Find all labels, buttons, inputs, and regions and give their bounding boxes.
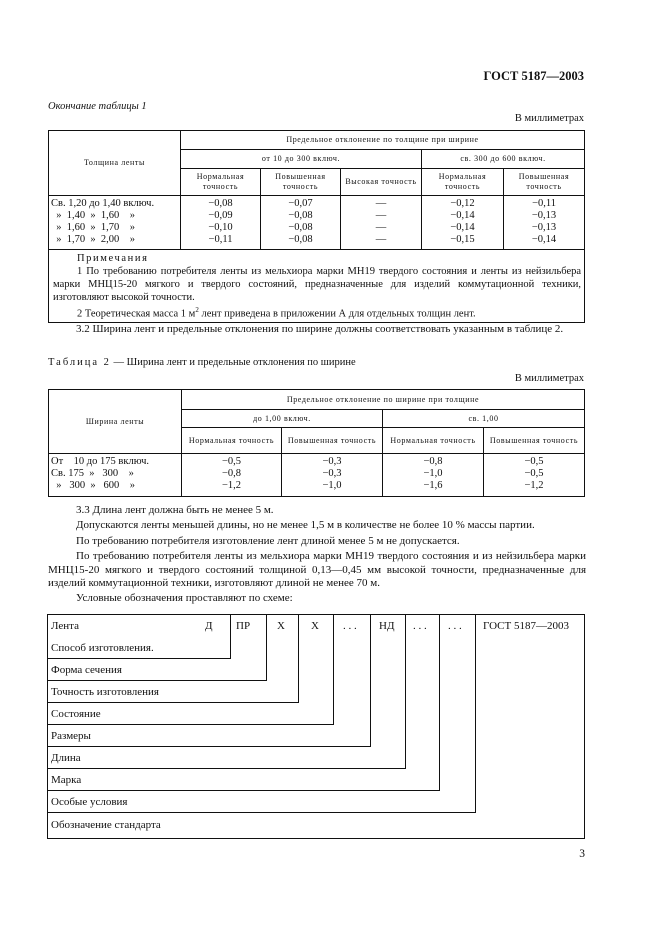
table1-row-header: Толщина ленты: [49, 131, 181, 196]
table-cell: −0,3: [322, 456, 342, 467]
table-cell: −1,2: [524, 480, 544, 491]
table-cell: −0,11: [208, 234, 233, 245]
table-cell: −0,07: [288, 198, 313, 209]
section-3-3: [48, 504, 586, 606]
table1-sub-header-1: от 10 до 300 включ.: [181, 150, 422, 169]
note-2-superscript: 2: [195, 306, 199, 314]
table-cell: —: [375, 210, 387, 221]
scheme-leader: [439, 636, 440, 790]
table-cell: −0,08: [288, 222, 313, 233]
table-cell: −1,0: [423, 468, 443, 479]
table2-caption: [48, 356, 356, 369]
scheme-row-line: [47, 702, 299, 703]
notes-title: Примечания: [77, 253, 149, 264]
table1-col-label: Нормальная точность: [181, 169, 261, 196]
scheme-leader: [266, 636, 267, 680]
scheme-code-length: НД: [379, 620, 395, 632]
table1-notes: [49, 250, 585, 323]
paragraph-3-3-1: 3.3 Длина лент должна быть не менее 5 м.: [76, 504, 274, 516]
table2-group-header: Предельное отклонение по ширине при толщине: [182, 390, 585, 410]
table2-col-label: Нормальная точность: [182, 428, 282, 454]
scheme-row-line: [47, 680, 267, 681]
paragraph-3-3-3: По требованию потребителя изготовление лент длиной менее 5 м не допускается.: [76, 534, 460, 547]
table-cell: −0,5: [221, 456, 242, 467]
table-cell: −0,08: [288, 210, 313, 221]
table1-col-label: Нормальная точность: [422, 169, 504, 196]
table-cell: −0,08: [208, 198, 233, 209]
scheme-code-section: ПР: [236, 620, 251, 632]
table-cell: —: [375, 198, 387, 209]
table-cell: Св. 175 » 300 »: [51, 468, 134, 479]
scheme-frame-bottom: [47, 838, 585, 839]
scheme-label-conditions: Особые условия: [51, 796, 128, 808]
scheme-separator: [298, 614, 299, 636]
table-cell: −0,8: [221, 468, 242, 479]
table-cell: −0,11: [532, 198, 556, 209]
table1-value-column: [504, 196, 585, 250]
table-cell: −0,10: [208, 222, 233, 233]
note-1: 1 По требованию потребителя ленты из мельхиора марки МН19 твердого состояния и ленты из нейзильбера марки МНЦ15-20 мягкого и твердого состояний, предназначенные для изделий коммутационной техники, изготовляют высокой точности.: [53, 266, 582, 303]
table-cell: » 1,60 » 1,70 »: [51, 222, 135, 233]
table1-sub-header-2: св. 300 до 600 включ.: [422, 150, 585, 169]
note-2-text: 2 Теоретическая масса 1 м: [77, 308, 196, 320]
table1-col-label: Повышенная точность: [504, 169, 585, 196]
table-cell: −0,13: [531, 222, 557, 233]
table2-col-label: Повышенная точность: [282, 428, 383, 454]
table-cell: От 10 до 175 включ.: [51, 456, 150, 467]
table-cell: −1,6: [423, 480, 443, 491]
scheme-separator: [333, 614, 334, 636]
table-cell: —: [375, 222, 387, 233]
table-cell: −0,14: [450, 222, 475, 233]
scheme-code-standard: ГОСТ 5187—2003: [483, 620, 569, 632]
table1-col-label: Повышенная точность: [261, 169, 341, 196]
table1-value-column: [181, 196, 261, 250]
table1-units: В миллиметрах: [514, 113, 584, 124]
paragraph-3-3-4: По требованию потребителя ленты из мельхиора марки МН19 твердого состояния и из нейзильбера марки МНЦ15-20 мягкого и твердого состояний толщиной 0,13—0,45 мм высокой точности, предназначенные для изделий коммутационной техники, изготовляют длиной не менее 70 м.: [48, 550, 586, 590]
table2-sub-header-2: св. 1,00: [383, 410, 585, 428]
table-cell: −0,14: [450, 210, 475, 221]
table-cell: −1,0: [322, 480, 342, 491]
scheme-separator: [370, 614, 371, 636]
scheme-label-precision: Точность изготовления: [51, 686, 159, 698]
scheme-separator: [439, 614, 440, 636]
scheme-leader: [333, 636, 334, 724]
scheme-frame-top: [47, 614, 585, 615]
table2-units: В миллиметрах: [514, 373, 584, 384]
scheme-row-line: [47, 812, 476, 813]
table2-col-label: Повышенная точность: [484, 428, 585, 454]
scheme-row-line: [47, 658, 231, 659]
scheme-label-section: Форма сечения: [51, 664, 122, 676]
table-cell: −0,12: [450, 198, 475, 209]
scheme-separator: [230, 614, 231, 636]
table-cell: » 1,70 » 2,00 »: [51, 234, 135, 245]
paragraph-3-2: 3.2 Ширина лент и предельные отклонения по ширине должны соответствовать указанным в таблице 2.: [76, 323, 564, 335]
scheme-separator: [475, 614, 476, 636]
paragraph-3-3-5: Условные обозначения проставляют по схеме:: [76, 592, 293, 605]
table2-value-column: [383, 454, 484, 497]
table2-width-column: [49, 454, 182, 497]
table1: [48, 130, 585, 323]
scheme-code-sizes: . . .: [343, 620, 357, 632]
scheme-label-grade: Марка: [51, 774, 82, 786]
table2-sub-header-1: до 1,00 включ.: [182, 410, 383, 428]
scheme-label-state: Состояние: [51, 708, 101, 720]
table1-value-column: [422, 196, 504, 250]
scheme-leader: [405, 636, 406, 768]
table2: [48, 389, 585, 497]
page-number: 3: [579, 848, 585, 860]
table-cell: −0,5: [524, 468, 544, 479]
table1-value-column: [261, 196, 341, 250]
scheme-label-standard: Обозначение стандарта: [51, 819, 161, 831]
table-cell: » 1,40 » 1,60 »: [51, 210, 135, 221]
scheme-product-label: Лента: [51, 620, 79, 632]
table-cell: −0,15: [450, 234, 475, 245]
table-cell: Св. 1,20 до 1,40 включ.: [51, 198, 155, 209]
table-cell: −0,3: [322, 468, 342, 479]
scheme-row-line: [47, 724, 334, 725]
scheme-frame-right: [584, 614, 585, 839]
table-cell: −0,09: [208, 210, 233, 221]
scheme-leader: [230, 636, 231, 658]
scheme-row-line: [47, 790, 440, 791]
table1-value-column: [341, 196, 422, 250]
designation-scheme: [47, 614, 585, 839]
scheme-leader: [475, 636, 476, 812]
scheme-code-conditions: . . .: [448, 620, 462, 632]
table-cell: » 300 » 600 »: [51, 480, 135, 491]
scheme-code-method: Д: [205, 620, 213, 632]
scheme-code-precision: Х: [277, 620, 285, 632]
scheme-frame-left: [47, 614, 48, 839]
scheme-code-state: Х: [311, 620, 319, 632]
table2-col-label: Нормальная точность: [383, 428, 484, 454]
scheme-separator: [405, 614, 406, 636]
table-cell: −0,14: [531, 234, 557, 245]
table2-value-column: [282, 454, 383, 497]
table1-caption: Окончание таблицы 1: [48, 101, 147, 112]
scheme-label-length: Длина: [51, 752, 81, 764]
document-header: ГОСТ 5187—2003: [483, 69, 584, 83]
note-2-text-end: лент приведена в приложении А для отдельных толщин лент.: [198, 308, 476, 320]
scheme-row-line: [47, 768, 406, 769]
note-2: [53, 304, 581, 321]
table2-value-column: [182, 454, 282, 497]
table1-col-label: Высокая точность: [341, 169, 422, 196]
table2-value-column: [484, 454, 585, 497]
scheme-leader: [298, 636, 299, 702]
scheme-label-sizes: Размеры: [51, 730, 91, 742]
table-cell: −0,5: [524, 456, 544, 467]
table1-group-header: Предельное отклонение по толщине при ширине: [181, 131, 585, 150]
table-cell: —: [375, 234, 387, 245]
scheme-leader: [370, 636, 371, 746]
table-cell: −0,8: [423, 456, 443, 467]
scheme-row-line: [47, 746, 371, 747]
table-cell: −0,13: [531, 210, 557, 221]
table1-thickness-column: [49, 196, 181, 250]
paragraph-3-3-2: Допускаются ленты меньшей длины, но не менее 1,5 м в количестве не более 10 % массы партии.: [76, 519, 535, 532]
scheme-label-method: Способ изготовления.: [51, 642, 154, 654]
table-cell: −0,08: [288, 234, 313, 245]
table2-caption-title: — Ширина лент и предельные отклонения по ширине: [110, 357, 356, 368]
table2-row-header: Ширина ленты: [49, 390, 182, 454]
table2-caption-prefix: Таблица 2: [48, 357, 111, 368]
scheme-code-grade: . . .: [413, 620, 427, 632]
scheme-separator: [266, 614, 267, 636]
table-cell: −1,2: [221, 480, 242, 491]
